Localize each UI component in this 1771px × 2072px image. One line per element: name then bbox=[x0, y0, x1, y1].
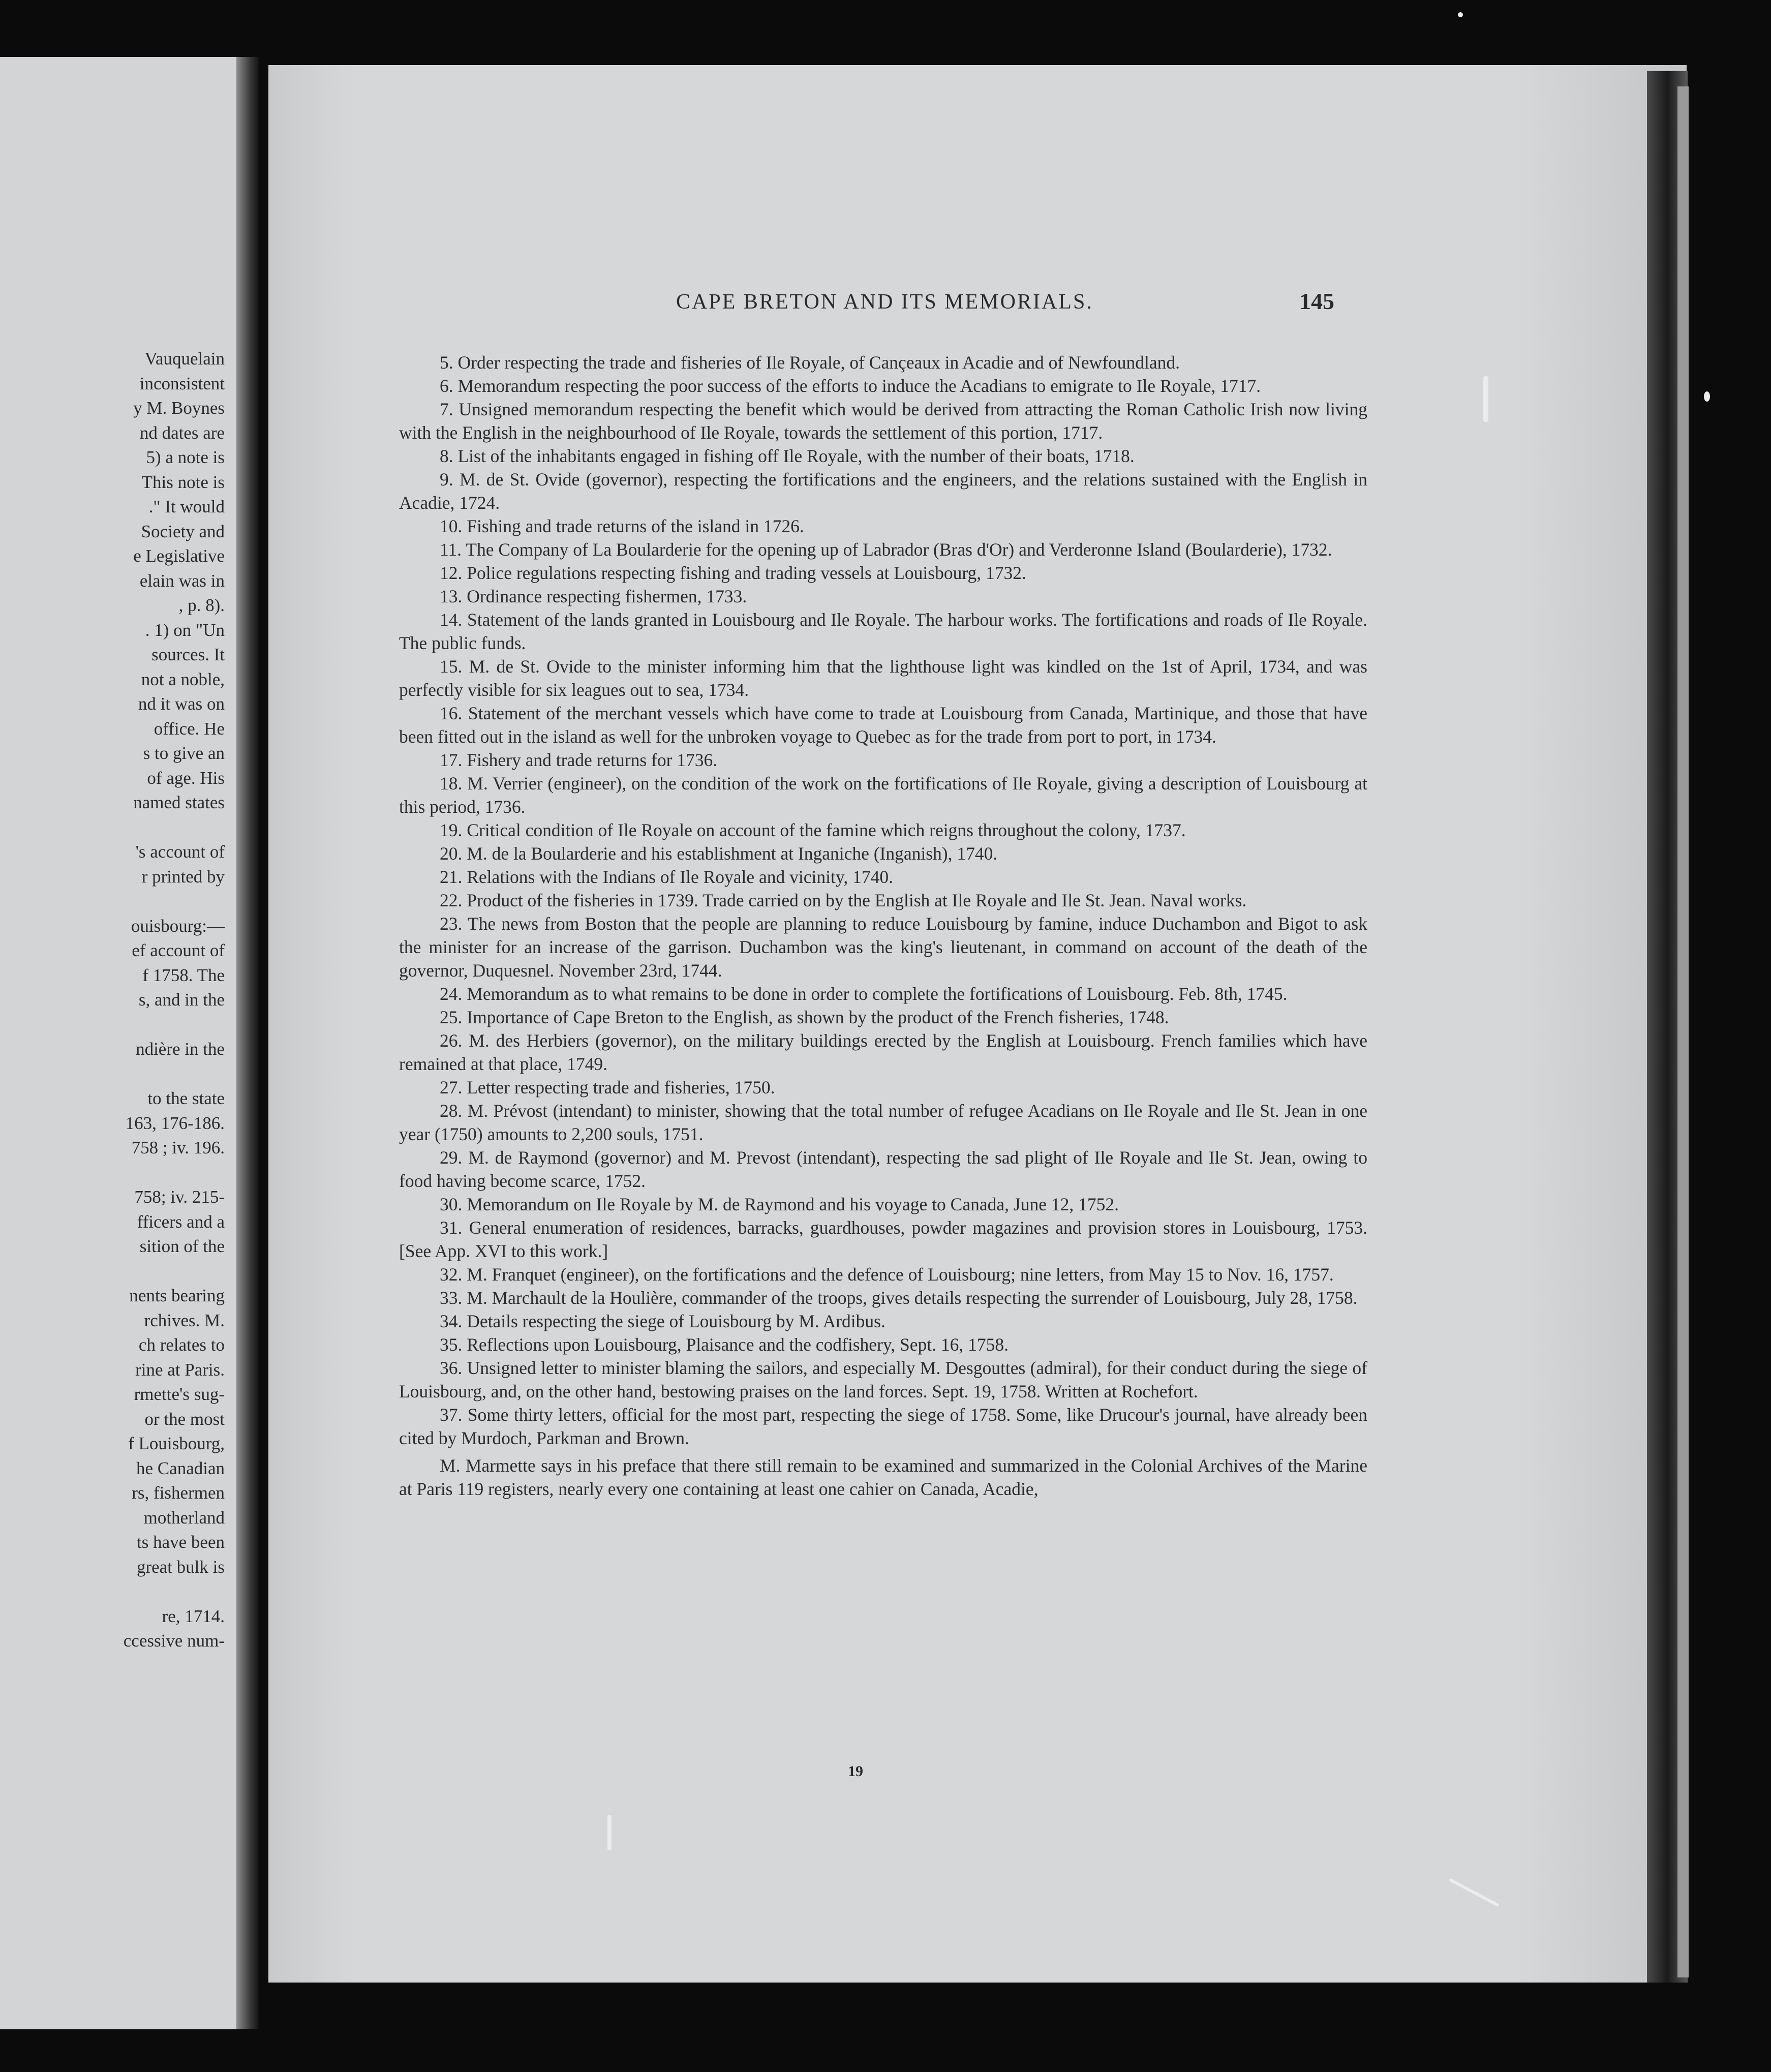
facing-page-line: Vauquelain bbox=[144, 349, 225, 369]
facing-page-line: s to give an bbox=[143, 743, 225, 763]
facing-page-line: or the most bbox=[144, 1409, 225, 1429]
facing-page-line: r printed by bbox=[141, 866, 225, 887]
memorial-entry: 10. Fishing and trade returns of the island in 1726. bbox=[440, 516, 804, 536]
memorial-entry: 31. General enumeration of residences, barracks, guardhouses, powder magazines and provision stores in Louisbourg, 1753. [See App. XVI to this work.] bbox=[399, 1217, 1367, 1261]
memorial-entry: 5. Order respecting the trade and fisheries of Ile Royale, of Cançeaux in Acadie and of Newfoundland. bbox=[440, 352, 1180, 373]
facing-page-line: rchives. M. bbox=[144, 1310, 225, 1330]
facing-page-line: Society and bbox=[141, 521, 225, 541]
memorial-entry: 28. M. Prévost (intendant) to minister, showing that the total number of refugee Acadians on Ile Royale and Ile St. Jean in one year (1750) amounts to 2,200 souls, 1751. bbox=[399, 1101, 1367, 1144]
memorial-entry: 24. Memorandum as to what remains to be done in order to complete the fortifications of Louisbourg. Feb. 8th, 1745. bbox=[440, 984, 1288, 1004]
facing-page-line: e Legislative bbox=[133, 546, 225, 566]
memorial-entry: 37. Some thirty letters, official for the most part, respecting the siege of 1758. Some, like Drucour's journal, have already been cited by Murdoch, Parkman and Brown. bbox=[399, 1405, 1367, 1448]
memorial-entry: 29. M. de Raymond (governor) and M. Prevost (intendant), respecting the sad plight of Ile Royale and Ile St. Jean, owing to food having become scarce, 1752. bbox=[399, 1147, 1367, 1191]
facing-page-line: 758; iv. 215- bbox=[134, 1187, 225, 1207]
facing-page-line: sources. It bbox=[151, 645, 225, 664]
facing-page-line: he Canadian bbox=[136, 1458, 225, 1478]
facing-page-line: named states bbox=[133, 793, 225, 812]
facing-page-line: f 1758. The bbox=[142, 965, 225, 985]
facing-page-line: s, and in the bbox=[138, 990, 225, 1010]
facing-page-line: rs, fishermen bbox=[132, 1483, 225, 1503]
memorial-entry: 15. M. de St. Ovide to the minister informing him that the lighthouse light was kindled on the 1st of April, 1734, and was perfectly visible for six leagues out to sea, 1734. bbox=[399, 656, 1367, 700]
facing-page-line: ef account of bbox=[132, 940, 225, 960]
facing-page-line: great bulk is bbox=[136, 1557, 225, 1577]
memorial-entry: 36. Unsigned letter to minister blaming the sailors, and especially M. Desgouttes (admiral), for their conduct during the siege of Louisbourg, and, on the other hand, bestowing praises on the land forces. Sept. 19, 1758. Written at Rochefort. bbox=[399, 1358, 1367, 1401]
memorial-entry: 9. M. de St. Ovide (governor), respecting the fortifications and the engineers, and the relations sustained with the English in Acadie, 1724. bbox=[399, 469, 1367, 513]
memorial-entry: 14. Statement of the lands granted in Louisbourg and Ile Royale. The harbour works. The fortifications and roads of Ile Royale. The public funds. bbox=[399, 610, 1367, 653]
book-gutter bbox=[236, 57, 259, 2029]
facing-page-line: motherland bbox=[143, 1507, 225, 1528]
facing-page-line: inconsistent bbox=[139, 373, 225, 393]
facing-page-line: fficers and a bbox=[137, 1211, 225, 1232]
memorial-entry: 11. The Company of La Boularderie for the opening up of Labrador (Bras d'Or) and Verderonne Island (Boularderie), 1732. bbox=[440, 539, 1332, 560]
facing-page bbox=[0, 57, 244, 2029]
facing-page-line: 's account of bbox=[135, 842, 225, 862]
memorial-entry: 23. The news from Boston that the people are planning to reduce Louisbourg by famine, induce Duchambon and Bigot to ask the minister for an increase of the garrison. Duchambon was the king's lieutenant, in command on account of the death of the governor, Duquesnel. November 23rd, 1744. bbox=[399, 913, 1367, 981]
facing-page-line: This note is bbox=[141, 472, 225, 492]
memorial-entry: 26. M. des Herbiers (governor), on the military buildings erected by the English at Louisbourg. French families which have remained at that place, 1749. bbox=[399, 1030, 1367, 1074]
facing-page-line: f Louisbourg, bbox=[128, 1434, 225, 1453]
facing-page-line: ouisbourg:— bbox=[131, 916, 225, 936]
memorial-entry: 13. Ordinance respecting fishermen, 1733. bbox=[440, 586, 747, 606]
memorial-entry: 32. M. Franquet (engineer), on the fortifications and the defence of Louisbourg; nine letters, from May 15 to Nov. 16, 1757. bbox=[440, 1264, 1334, 1285]
memorial-entry: 8. List of the inhabitants engaged in fishing off Ile Royale, with the number of their boats, 1718. bbox=[440, 446, 1135, 466]
memorial-entry: 22. Product of the fisheries in 1739. Trade carried on by the English at Ile Royale and Ile St. Jean. Naval works. bbox=[440, 890, 1247, 910]
facing-page-line: re, 1714. bbox=[162, 1606, 225, 1626]
facing-page-line: sition of the bbox=[139, 1236, 225, 1256]
dust-speck bbox=[607, 1815, 612, 1850]
facing-page-line: of age. His bbox=[147, 768, 225, 788]
signature-mark: 19 bbox=[848, 1763, 863, 1780]
body-text bbox=[399, 351, 1367, 1501]
facing-page-line: . 1) on "Un bbox=[145, 620, 225, 640]
facing-page-line: rine at Paris. bbox=[135, 1359, 225, 1380]
memorial-entry: 25. Importance of Cape Breton to the English, as shown by the product of the French fisheries, 1748. bbox=[440, 1007, 1169, 1027]
memorial-entry: 6. Memorandum respecting the poor success of the efforts to induce the Acadians to emigrate to Ile Royale, 1717. bbox=[440, 376, 1261, 396]
dust-speck bbox=[1483, 376, 1488, 422]
dust-speck bbox=[1704, 391, 1710, 402]
memorial-entry: 21. Relations with the Indians of Ile Royale and vicinity, 1740. bbox=[440, 867, 893, 887]
facing-page-line: nd it was on bbox=[138, 694, 225, 714]
facing-page-line: ndière in the bbox=[136, 1039, 225, 1059]
facing-page-line: y M. Boynes bbox=[133, 398, 225, 418]
memorial-entry: 34. Details respecting the siege of Louisbourg by M. Ardibus. bbox=[440, 1311, 886, 1331]
closing-paragraph: M. Marmette says in his preface that there still remain to be examined and summarized in the Colonial Archives of the Marine at Paris 119 registers, nearly every one containing at least one cahier on Canada, Acadie, bbox=[399, 1455, 1367, 1499]
facing-page-line: to the state bbox=[147, 1088, 225, 1108]
facing-page-line: nd dates are bbox=[139, 422, 225, 443]
facing-page-line: ch relates to bbox=[138, 1335, 225, 1355]
facing-page-line: 163, 176-186. bbox=[125, 1113, 225, 1133]
facing-page-line: rmette's sug- bbox=[134, 1384, 225, 1404]
facing-page-line: 5) a note is bbox=[146, 447, 225, 467]
running-title: CAPE BRETON AND ITS MEMORIALS. bbox=[676, 290, 1093, 314]
memorial-entry: 27. Letter respecting trade and fisheries, 1750. bbox=[440, 1077, 775, 1098]
memorial-entry: 33. M. Marchault de la Houlière, commander of the troops, gives details respecting the surrender of Louisbourg, July 28, 1758. bbox=[440, 1288, 1358, 1308]
facing-page-line: elain was in bbox=[139, 570, 225, 591]
memorial-entry: 19. Critical condition of Ile Royale on account of the famine which reigns throughout the colony, 1737. bbox=[440, 820, 1186, 840]
memorial-entry: 12. Police regulations respecting fishing and trading vessels at Louisbourg, 1732. bbox=[440, 563, 1026, 583]
facing-page-line: 758 ; iv. 196. bbox=[131, 1138, 225, 1157]
memorial-entry: 30. Memorandum on Ile Royale by M. de Raymond and his voyage to Canada, June 12, 1752. bbox=[440, 1194, 1119, 1214]
facing-page-line: office. He bbox=[154, 718, 225, 739]
page-number: 145 bbox=[1299, 288, 1334, 314]
memorial-entry: 20. M. de la Boularderie and his establishment at Inganiche (Inganish), 1740. bbox=[440, 843, 998, 864]
facing-page-line: ccessive num- bbox=[123, 1631, 225, 1651]
memorial-entry: 18. M. Verrier (engineer), on the condition of the work on the fortifications of Ile Royale, giving a description of Louisbourg at this period, 1736. bbox=[399, 773, 1367, 817]
facing-page-line: ." It would bbox=[148, 497, 225, 516]
facing-page-line: nents bearing bbox=[129, 1286, 225, 1305]
facing-page-line: not a noble, bbox=[141, 669, 225, 689]
memorial-entry: 35. Reflections upon Louisbourg, Plaisance and the codfishery, Sept. 16, 1758. bbox=[440, 1334, 1009, 1355]
facing-page-line: ts have been bbox=[137, 1532, 225, 1552]
dust-speck bbox=[1458, 12, 1463, 17]
page-edge-highlight bbox=[1677, 86, 1689, 1977]
memorial-entry: 17. Fishery and trade returns for 1736. bbox=[440, 750, 718, 770]
facing-page-line: , p. 8). bbox=[178, 595, 225, 615]
memorial-entry: 7. Unsigned memorandum respecting the benefit which would be derived from attracting the Roman Catholic Irish now living with the English in the neighbourhood of Ile Royale, towards the settlement of this portion, 1717. bbox=[399, 399, 1367, 443]
memorial-entry: 16. Statement of the merchant vessels which have come to trade at Louisbourg from Canada, Martinique, and those that have been fitted out in the island as well for the unbroken voyage to Quebec as for the trade from port to port, in 1734. bbox=[399, 703, 1367, 747]
